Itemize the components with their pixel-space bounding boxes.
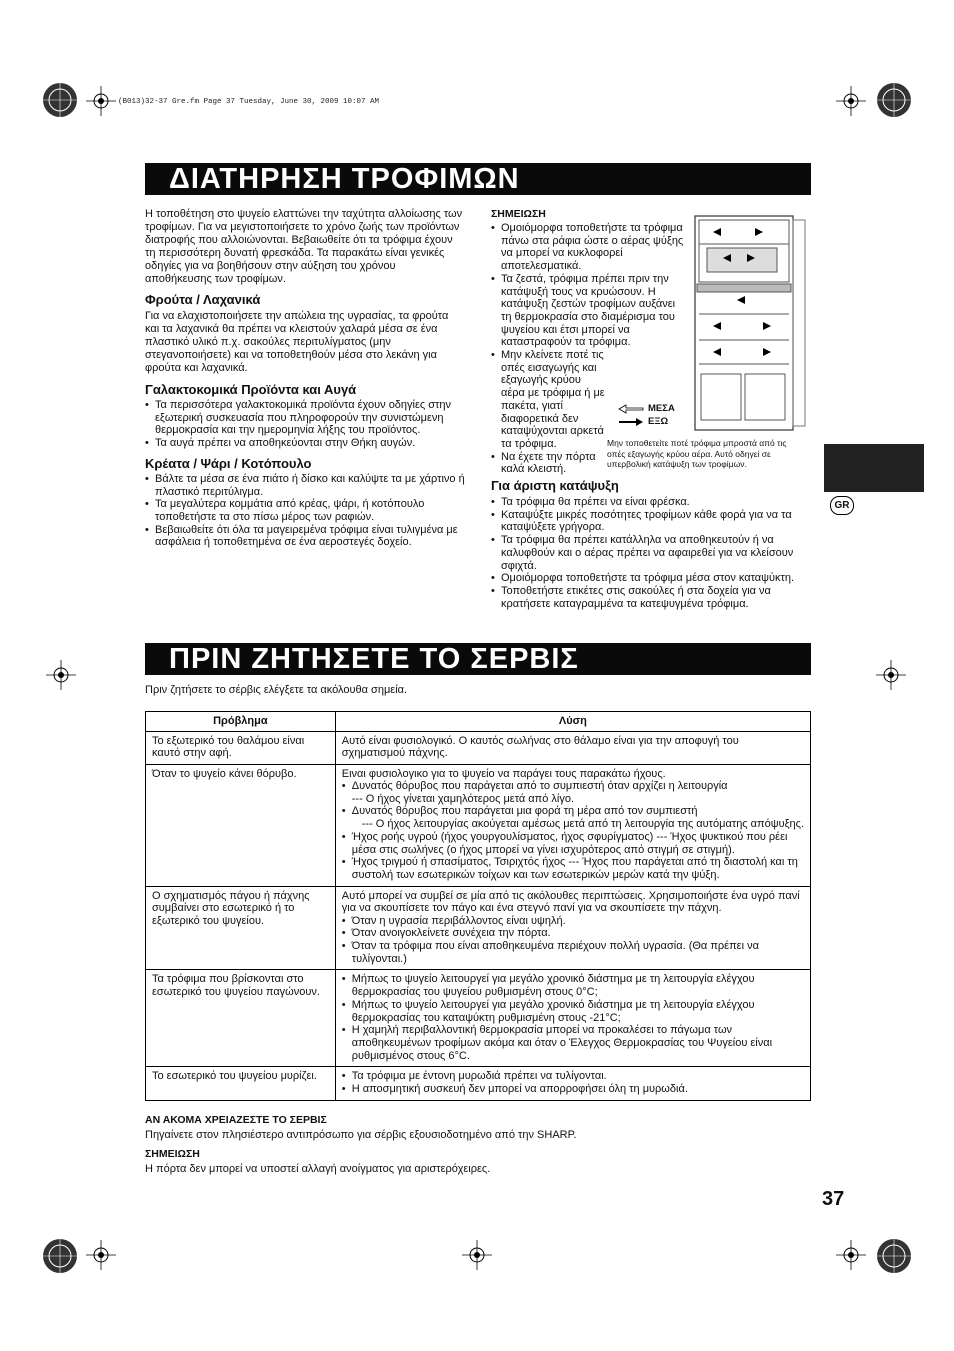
list-item: • Μήπως το ψυγείο λειτουργεί για μεγάλο χρονικό διάστημα με τη λειτουργία ελέγχου θερμοκρασίας του καταψύκτη ρυθμισμένη στους -21°C; — [342, 999, 805, 1024]
list-item: • Όταν η υγρασία περιβάλλοντος είναι υψηλή. — [342, 915, 805, 928]
language-side-tab — [824, 444, 924, 492]
list-item: • Τα τρόφιμα θα πρέπει να είναι φρέσκα. — [491, 496, 813, 509]
list-item: • Δυνατός θόρυβος που παράγεται από το συμπιεστή όταν αρχίζει η λειτουργία --- Ο ήχος γίνεται χαμηλότερος μετά από λίγο. — [342, 780, 805, 805]
solution-cell — [335, 970, 810, 1067]
list-item: • Ομοιόμορφα τοποθετήστε τα τρόφιμα μέσα στον καταψύκτη. — [491, 572, 813, 585]
registration-mark-bottom-left — [40, 1236, 80, 1276]
table-header-row — [146, 712, 811, 732]
problem-cell: Ο σχηματισμός πάγου ή πάχνης συμβαίνει στο εσωτερικό ή το εξωτερικό του ψυγείου. — [146, 886, 336, 970]
list-item: • Δυνατός θόρυβος που παράγεται μια φορά τη μέρα από τον συμπιεστή --- Ο ήχος λειτουργίας ακούγεται αμέσως μετά από τη λειτουργία της αυτόματης απόψυξης. — [342, 805, 805, 830]
list-item: • Τα αυγά πρέπει να αποθηκεύονται στην Θήκη αυγών. — [145, 437, 465, 450]
freeze-section — [491, 478, 813, 610]
column-header-solution: Λύση — [335, 712, 810, 732]
legend-in-label: ΜΕΣΑ — [648, 403, 675, 414]
arrow-in-icon — [618, 404, 644, 414]
list-item: • Η αποσμητική συσκευή δεν μπορεί να απορροφήσει όλη τη μυρωδιά. — [342, 1083, 805, 1096]
list-item: • Η χαμηλή περιβαλλοντική θερμοκρασία μπορεί να προκαλέσει το πάγωμα των αποθηκευμένων τροφίμων ακόμα και όταν ο Έλεγχος Θερμοκρασίας του Ψυγείου είναι ρυθμισμένος στους 6°C. — [342, 1024, 805, 1062]
problem-cell: Το εξωτερικό του θαλάμου είναι καυτό στην αφή. — [146, 731, 336, 764]
legend-out-label: ΕΞΩ — [648, 416, 669, 427]
crosshair-mark-bottom-center — [462, 1240, 492, 1270]
section1-title: ΔΙΑΤΗΡΗΣΗ ΤΡΟΦΙΜΩΝ — [145, 163, 811, 195]
meat-heading: Κρέατα / Ψάρι / Κοτόπουλο — [145, 455, 312, 471]
list-item: • Όταν τα τρόφιμα που είναι αποθηκευμένα περιέχουν πολλή υγρασία. (Θα πρέπει να τυλίγονται.) — [342, 940, 805, 965]
section2-intro: Πριν ζητήσετε το σέρβις ελέγξετε τα ακόλουθα σημεία. — [145, 684, 408, 696]
list-item: • Να έχετε την πόρτα καλά κλειστή. — [491, 451, 687, 476]
service-footer — [145, 1114, 811, 1176]
fruits-text: Για να ελαχιστοποιήσετε την απώλεια της υγρασίας, τα φρούτα και τα λαχανικά θα πρέπει να κλειστούν χαλαρά μέσα σε ένα πλαστικό υλικό π.χ. σακούλες περιτυλίγματος (μην στεγανοποιήσετε) και να τοποθετηθούν μέσα στο λεκάνη για φρούτα και λαχανικά. — [145, 310, 449, 374]
section1-note — [491, 208, 687, 476]
table-row — [146, 886, 811, 970]
table-row — [146, 731, 811, 764]
registration-mark-top-right — [874, 80, 914, 120]
crosshair-mark-left-middle — [46, 660, 76, 690]
page-number: 37 — [822, 1188, 845, 1210]
figure-caption: Μην τοποθετείτε ποτέ τρόφιμα μπροστά από τις οπές εξαγωγής κρύου αέρα. Αυτό οδηγεί σε υπερβολική κατάψυξη των τροφίμων. — [607, 438, 787, 469]
crosshair-mark-top-right — [836, 86, 866, 116]
meat-list — [145, 473, 465, 549]
list-item: • Βάλτε τα μέσα σε ένα πιάτο ή δίσκο και καλύψτε τα με χάρτινο ή πλαστικό περιτύλιγμα. — [145, 473, 465, 498]
table-row — [146, 1067, 811, 1100]
service-table-wrapper — [145, 711, 811, 1101]
list-item: • Ήχος ροής υγρού (ήχος γουργουλίσματος, ήχος σφυρίγματος) --- Ήχος ψυκτικού που ρέει μέσα στις σωλήνες (ο ήχος μπορεί να γίνει ισχυρότερος από στιγμή σε στιγμή). — [342, 831, 805, 856]
list-item: • Τοποθετήστε ετικέτες στις σακούλες ή στα δοχεία για να κρατήσετε καταγραμμένα τα κατεψυγμένα τρόφιμα. — [491, 585, 813, 610]
service-note-heading: ΣΗΜΕΙΩΣΗ — [145, 1148, 200, 1160]
registration-mark-bottom-right — [874, 1236, 914, 1276]
list-item: • Τα μεγαλύτερα κομμάτια από κρέας, ψάρι, ή κοτόπουλο τοποθετήστε τα στο πίσω μέρος των ραφιών. — [145, 498, 465, 523]
service-text: Πηγαίνετε στον πλησιέστερο αντιπρόσωπο για σέρβις εξουσιοδοτημένο από την SHARP. — [145, 1129, 577, 1141]
crosshair-mark-bottom-left — [86, 1240, 116, 1270]
section2-title: ΠΡΙΝ ΖΗΤΗΣΕΤΕ ΤΟ ΣΕΡΒΙΣ — [145, 643, 811, 675]
crosshair-mark-right-middle — [876, 660, 906, 690]
list-item: • Όταν ανοιγοκλείνετε συνέχεια την πόρτα. — [342, 927, 805, 940]
solution-cell — [335, 1067, 810, 1100]
registration-mark-top-left — [40, 80, 80, 120]
dairy-list — [145, 399, 465, 450]
file-header: (B013)32-37 Gre.fm Page 37 Tuesday, June 30, 2009 10:07 AM — [118, 98, 380, 106]
list-item: • Τα τρόφιμα με έντονη μυρωδιά πρέπει να τυλίγονται. — [342, 1070, 805, 1083]
crosshair-mark-bottom-right — [836, 1240, 866, 1270]
service-heading: ΑΝ ΑΚΟΜΑ ΧΡΕΙΑΖΕΣΤΕ ΤΟ ΣΕΡΒΙΣ — [145, 1114, 327, 1126]
fruits-heading: Φρούτα / Λαχανικά — [145, 292, 261, 307]
arrow-out-icon — [618, 417, 644, 427]
table-row — [146, 764, 811, 886]
freeze-list — [491, 496, 813, 610]
service-note-text: Η πόρτα δεν μπορεί να υποστεί αλλαγή ανοίγματος για αριστερόχειρες. — [145, 1163, 491, 1175]
section1-left-column — [145, 208, 465, 549]
language-badge: GR — [830, 496, 854, 515]
solution-cell: Αυτό μπορεί να συμβεί σε μία από τις ακόλουθες περιπτώσεις. Χρησιμοποιήστε ένα υγρό πανί για να σκουπίσετε τον πάγο και ένα στεγνό πανί για να σκουπίσετε την πάχνη. • Όταν η υγρασία περιβάλλοντος είναι υψηλή. • Όταν ανοιγοκλείνετε συνέχεια την πόρτα. • Όταν τα τρόφιμα που είναι αποθηκευμένα περιέχουν πολλή υγρασία. (Θα πρέπει να τυλίγονται.) — [335, 886, 810, 970]
section1-intro: Η τοποθέτηση στο ψυγείο ελαττώνει την ταχύτητα αλλοίωσης των τροφίμων. Για να μεγιστοποιήσετε το χρόνο ζωής των προϊόντων διατροφής που αλλοιώνονται. Βεβαιωθείτε ότι τα τρόφιμα έχουν τη περισσότερη δυνατή φρεσκάδα. Τα παρακάτω είναι γενικές οδηγίες για να βοηθήσουν στην αύξηση του χρόνου αποθήκευσης των τροφίμων. — [145, 208, 463, 285]
dairy-heading: Γαλακτοκομικά Προϊόντα και Αυγά — [145, 382, 357, 397]
freeze-heading: Για άριστη κατάψυξη — [491, 478, 619, 493]
note-heading: ΣΗΜΕΙΩΣΗ — [491, 208, 546, 220]
list-item: • Ήχος τριγμού ή σπασίματος, Τσιριχτός ήχος --- Ήχος που παράγεται από τη διαστολή και τη συστολή των εσωτερικών τοίχων και των εσωτερικών μερών κατά την ψύξη. — [342, 856, 805, 881]
list-item: • Τα ζεστά, τρόφιμα πρέπει πριν την κατάψυξή τους να κρυώσουν. Η κατάψυξη ζεστών τροφίμων αυξάνει τη θερμοκρασία στο διαμέρισμα του ψυγείου και έτσι μπορεί να καταστραφούν τα τρόφιμα. — [491, 273, 687, 349]
list-item: • Ομοιόμορφα τοποθετήστε τα τρόφιμα πάνω στα ράφια ώστε ο αέρας ψύξης να μπορεί να κυκλοφορεί αποτελεσματικά. — [491, 222, 687, 273]
list-item: • Καταψύξτε μικρές ποσότητες τροφίμων κάθε φορά για να τα καταψύξετε γρήγορα. — [491, 509, 813, 534]
list-item: • Τα τρόφιμα θα πρέπει κατάλληλα να αποθηκευτούν ή να καλυφθούν και ο αέρας πρέπει να αφαιρεθεί για να κλείσουν σφιχτά. — [491, 534, 813, 572]
list-item: • Μήπως το ψυγείο λειτουργεί για μεγάλο χρονικό διάστημα με τη λειτουργία ελέγχου θερμοκρασίας του ψυγείου ρυθμισμένη στους 0°C; — [342, 973, 805, 998]
list-item: • Βεβαιωθείτε ότι όλα τα μαγειρεμένα τρόφιμα είναι τυλιγμένα με ασφάλεια ή τοποθετημένα σε ένα αεροστεγές δοχείο. — [145, 524, 465, 549]
problem-cell: Το εσωτερικό του ψυγείου μυρίζει. — [146, 1067, 336, 1100]
column-header-problem: Πρόβλημα — [146, 712, 336, 732]
list-item: • Μην κλείνετε ποτέ τις οπές εισαγωγής και εξαγωγής κρύου αέρα με τρόφιμα ή με πακέτα, γιατί διαφορετικά δεν καταψύχονται αρκετά τα τρόφιμα. — [491, 349, 687, 451]
table-row — [146, 970, 811, 1067]
problem-cell: Τα τρόφιμα που βρίσκονται στο εσωτερικό του ψυγείου παγώνουν. — [146, 970, 336, 1067]
figure-legend — [618, 402, 688, 428]
service-table — [145, 711, 811, 1101]
crosshair-mark-top-left — [86, 86, 116, 116]
problem-cell: Όταν το ψυγείο κάνει θόρυβο. — [146, 764, 336, 886]
list-item: • Τα περισσότερα γαλακτοκομικά προϊόντα έχουν οδηγίες στην εξωτερική συσκευασία που πληροφορούν την συνιστώμενη θερμοκρασία και την ημερομηνία λήξης του προϊόντος. — [145, 399, 465, 437]
solution-cell: Ειναι φυσιολογικο για το ψυγείο να παράγει τους παρακάτω ήχους. • Δυνατός θόρυβος που παράγεται από το συμπιεστή όταν αρχίζει η λειτουργία --- Ο ήχος γίνεται χαμηλότερος μετά από λίγο. • Δυνατός θόρυβος που παράγεται μια φορά τη μέρα από τον συμπιεστή --- Ο ήχος λειτουργίας ακούγεται αμέσως μετά από τη λειτουργία της αυτόματης απόψυξης. • Ήχος ροής υγρού (ήχος γουργουλίσματος, ήχος σφυρίγματος) --- Ήχος ψυκτικού που ρέει μέσα στις σωλήνες (ο ήχος μπορεί να γίνει ισχυρότερος από στιγμή σε στιγμή). • Ήχος τριγμού ή σπασίματος, Τσιριχτός ήχος --- Ήχος που παράγεται από τη διαστολή και τη συστολή των εσωτερικών τοίχων και των εσωτερικών μερών κατά την ψύξη. — [335, 764, 810, 886]
solution-cell: Αυτό είναι φυσιολογικό. Ο καυτός σωλήνας στο θάλαμο είναι για την αποφυγή του σχηματισμού πάχνης. — [335, 731, 810, 764]
fridge-airflow-figure — [693, 214, 809, 434]
